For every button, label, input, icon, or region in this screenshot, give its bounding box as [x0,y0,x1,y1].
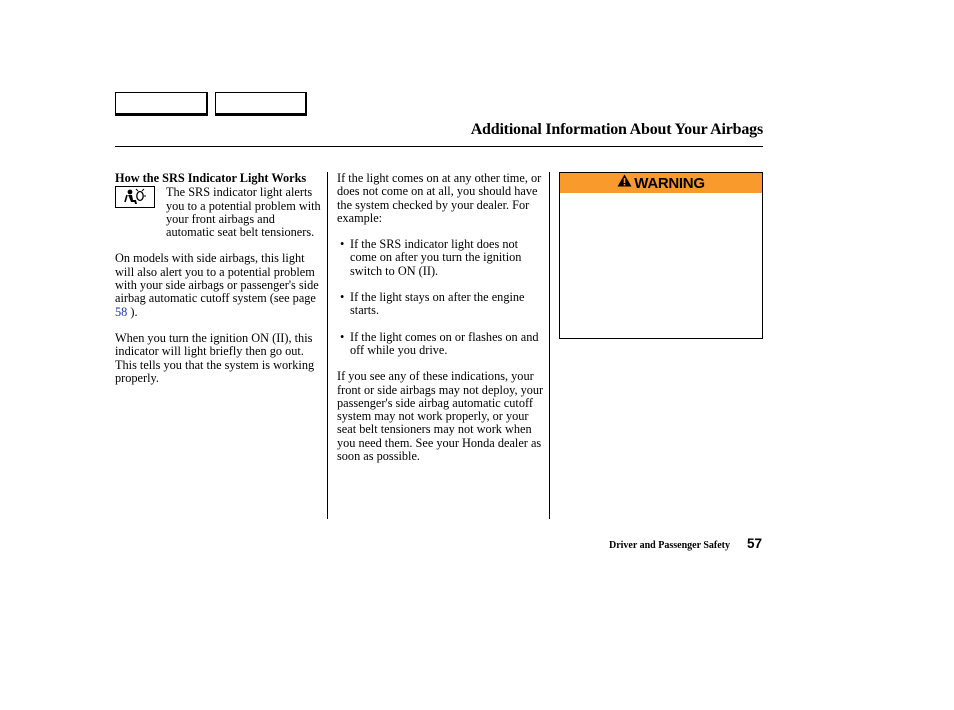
intro-paragraph: If the light comes on at any other time, or does not come on at all, you should have the system checked by your dealer. For example: [337,171,542,225]
warning-label: WARNING [634,174,705,192]
column-1 [115,172,321,385]
list-item-text: If the light comes on or flashes on and off while you drive. [350,329,539,357]
list-item: • If the SRS indicator light does not come on after you turn the ignition switch to ON (II). [340,237,522,278]
side-airbag-paragraph [115,252,321,318]
warning-box [559,172,763,339]
closing-paragraph: If you see any of these indications, your front or side airbags may not deploy, your passenger's side airbag automatic cutoff system may not work properly, or your seat belt tensioners may not work when you need them. See your Honda dealer as soon as possible. [337,369,544,464]
page-number: 57 [746,536,762,551]
nav-button-1[interactable] [115,92,208,116]
side-airbag-text: On models with side airbags, this light will also alert you to a potential problem with your side airbags or passenger's side airbag automatic cutoff system (see page [115,251,319,306]
list-item: • If the light comes on or flashes on and off while you drive. [340,329,539,357]
warning-triangle-icon [617,174,632,192]
column-divider-1 [327,172,328,519]
column-2 [337,172,545,463]
indicator-paragraph [115,186,321,239]
nav-button-2[interactable] [215,92,307,116]
page-link-58[interactable]: 58 [115,304,128,319]
list-item-text: If the light stays on after the engine starts. [350,290,525,318]
ignition-paragraph: When you turn the ignition ON (II), this indicator will light briefly then go out. This tells you that the system is working properly. [115,330,315,385]
column-divider-2 [549,172,550,519]
list-item-text: If the SRS indicator light does not come on after you turn the ignition switch to ON (II). [350,237,522,278]
indicator-text: The SRS indicator light alerts you to a potential problem with your front airbags and automatic seat belt tensioners. [166,185,321,240]
footer-section-title: Driver and Passenger Safety [608,540,730,551]
page-title: Additional Information About Your Airbags [470,121,763,138]
srs-airbag-icon [115,186,155,208]
list-item: • If the light stays on after the engine starts. [340,290,525,318]
side-airbag-text-end: ). [127,304,138,319]
warning-header [560,173,762,193]
section-subheading: How the SRS Indicator Light Works [115,171,307,185]
title-divider [115,146,763,147]
